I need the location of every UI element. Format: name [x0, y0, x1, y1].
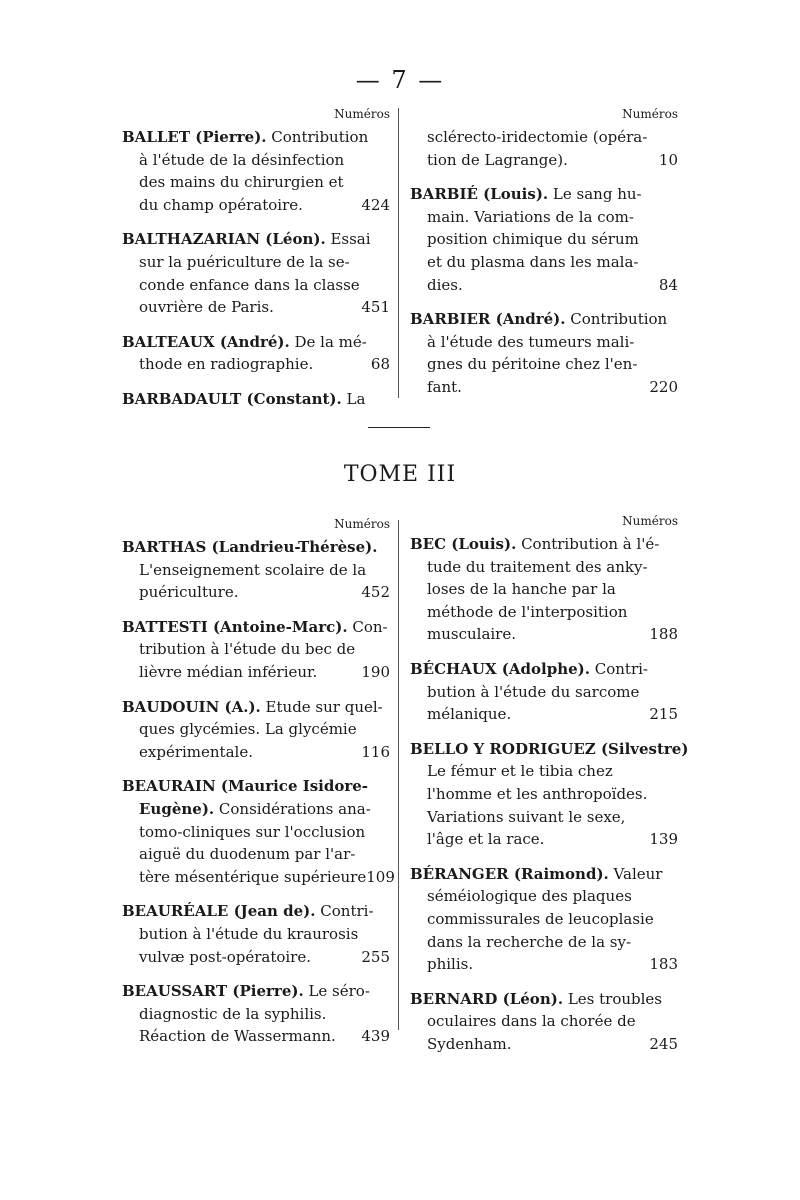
entry-text	[427, 931, 631, 954]
entry-title-text: séméiologique des plaques	[427, 887, 632, 906]
entry-title-text: tomo-cliniques sur l'occlusion	[139, 822, 366, 841]
entry-title-text: sur la puériculture de la se-	[139, 252, 350, 271]
entry-number: 451	[361, 298, 390, 317]
entry-text	[410, 308, 667, 331]
entry-text	[427, 126, 647, 149]
entry-line	[410, 376, 678, 399]
entry-title-text: main. Variations de la com-	[427, 207, 634, 226]
entry-title-text: Le séro-	[303, 982, 370, 1001]
entry-line	[410, 183, 678, 206]
index-entry	[122, 616, 390, 684]
entry-title-text: bution à l'étude du sarcome	[427, 682, 640, 701]
author-name: BELLO Y RODRIGUEZ (Silvestre)	[410, 739, 689, 758]
entry-line	[410, 623, 678, 646]
index-entry	[410, 863, 678, 976]
entry-line	[122, 923, 390, 946]
entry-line	[122, 866, 395, 889]
entry-title-text: Valeur	[608, 864, 663, 883]
entry-line	[410, 578, 678, 601]
entry-text	[139, 194, 303, 217]
entry-title-text: tère mésentérique supérieure	[139, 867, 367, 886]
entry-line	[410, 1033, 678, 1056]
entry-line	[122, 900, 390, 923]
entry-title-text: Sydenham.	[427, 1034, 512, 1053]
entry-title-text: diagnostic de la syphilis.	[139, 1004, 327, 1023]
entry-text	[427, 206, 634, 229]
entry-line	[122, 331, 390, 354]
entry-text	[427, 149, 568, 172]
entry-number: 220	[649, 377, 678, 396]
entry-text	[139, 946, 311, 969]
entry-title-text: Etude sur quel-	[260, 697, 383, 716]
entry-line	[410, 533, 678, 556]
author-name: BÉCHAUX (Adolphe).	[410, 659, 590, 678]
entry-line	[122, 274, 390, 297]
entry-line	[122, 1003, 390, 1026]
entry-title-text: à l'étude de la désinfection	[139, 150, 345, 169]
entry-title-text: Les troubles	[563, 989, 662, 1008]
index-entry	[410, 533, 678, 646]
entry-title-text: L'enseignement scolaire de la	[139, 560, 367, 579]
entry-number: 255	[361, 947, 390, 966]
entry-title-text: fant.	[427, 377, 462, 396]
entry-title-text: philis.	[427, 955, 474, 974]
entry-text	[410, 863, 662, 886]
entry-line	[410, 885, 678, 908]
entry-number: 452	[361, 583, 390, 602]
entry-line	[410, 908, 678, 931]
entry-text	[427, 760, 613, 783]
entry-title-text: Contribution à l'é-	[516, 535, 660, 553]
entry-title-text: Essai	[325, 230, 371, 249]
author-name: BALTEAUX (André).	[122, 332, 290, 351]
column-header: Numéros	[334, 107, 390, 121]
entry-line	[122, 126, 390, 149]
entry-text	[122, 900, 374, 923]
entry-line	[122, 194, 390, 217]
entry-number: 188	[649, 625, 678, 644]
entry-line	[122, 946, 390, 969]
entry-line	[122, 581, 390, 604]
entry-title-text: commissurales de leucoplasie	[427, 909, 654, 928]
entry-title-text: lièvre médian inférieur.	[139, 662, 318, 681]
index-entry	[410, 988, 678, 1056]
entry-line	[410, 274, 678, 297]
entry-line	[410, 681, 678, 704]
entry-line	[122, 353, 390, 376]
entry-title-text: et du plasma dans les mala-	[427, 252, 639, 271]
author-name: BAUDOUIN (A.).	[122, 697, 261, 716]
entry-number: 109	[366, 867, 395, 886]
entry-text	[410, 738, 688, 761]
author-name: BARBIER (André).	[410, 310, 566, 329]
entry-line	[410, 738, 689, 761]
entry-text	[122, 616, 388, 639]
entry-text	[139, 559, 366, 582]
entry-line	[410, 308, 678, 331]
entry-title-text: Con-	[347, 617, 388, 636]
entry-title-text: l'âge et la race.	[427, 830, 545, 849]
entry-text	[139, 638, 355, 661]
entry-text	[122, 228, 371, 251]
entry-text	[410, 183, 642, 206]
entry-line	[410, 126, 678, 149]
entry-line	[410, 601, 678, 624]
entry-text	[427, 953, 473, 976]
entry-title-text: Variations suivant le sexe,	[427, 807, 626, 826]
index-entry	[410, 308, 678, 398]
entry-title-text: vulvæ post-opératoire.	[139, 947, 311, 966]
entry-title-text: dies.	[427, 275, 463, 294]
entry-title-text: expérimentale.	[139, 742, 253, 761]
section-rule	[368, 427, 430, 428]
entry-text	[427, 681, 639, 704]
index-entry	[122, 696, 390, 764]
entry-text	[139, 296, 274, 319]
index-entry	[410, 738, 689, 851]
index-entry	[122, 228, 390, 318]
entry-text	[427, 578, 616, 601]
author-name: BÉRANGER (Raimond).	[410, 864, 609, 883]
entry-line	[410, 806, 678, 829]
author-name: BALLET (Pierre).	[122, 128, 267, 146]
entry-number: 424	[361, 195, 390, 214]
entry-line	[122, 980, 390, 1003]
entry-title-text: thode en radiographie.	[139, 355, 314, 374]
entry-line	[122, 228, 390, 251]
entry-title-text: tribution à l'étude du bec de	[139, 640, 356, 659]
entry-text	[427, 1010, 636, 1033]
entry-line	[410, 931, 678, 954]
entry-line	[410, 953, 678, 976]
entry-text	[139, 171, 344, 194]
entry-title-text: position chimique du sérum	[427, 230, 639, 249]
column-header: Numéros	[334, 517, 390, 531]
author-name: BARBIÉ (Louis).	[410, 185, 549, 204]
entry-line	[410, 251, 678, 274]
entry-text	[139, 149, 344, 172]
entry-line	[122, 1025, 390, 1048]
entry-text	[410, 988, 662, 1011]
author-name: BATTESTI (Antoine-Marc).	[122, 617, 348, 636]
entry-line	[410, 1010, 678, 1033]
entry-line	[410, 331, 678, 354]
author-name: BARBADAULT (Constant).	[122, 389, 342, 408]
entry-text	[139, 274, 360, 297]
entry-text	[139, 1003, 326, 1026]
index-column-bottom-left	[122, 516, 395, 1060]
entry-text	[122, 388, 365, 411]
entry-text	[139, 718, 357, 741]
column-header: Numéros	[622, 514, 678, 528]
entry-line	[122, 638, 390, 661]
entry-title-text: à l'étude des tumeurs mali-	[427, 332, 635, 351]
entry-text	[139, 866, 366, 889]
entry-text	[427, 703, 511, 726]
entry-title-text: Réaction de Wassermann.	[139, 1027, 336, 1046]
entry-line	[122, 251, 390, 274]
entry-title-text: Contri-	[315, 902, 374, 921]
entry-line	[410, 828, 678, 851]
entry-text	[122, 696, 383, 719]
entry-text	[139, 1025, 336, 1048]
entry-title-text: De la mé-	[289, 332, 367, 351]
entry-text	[139, 741, 253, 764]
entry-text	[139, 798, 371, 821]
entry-line	[122, 775, 390, 798]
author-name: BEAURAIN (Maurice Isidore-	[122, 777, 369, 796]
page-number: — 7 —	[355, 66, 445, 94]
entry-line	[122, 661, 390, 684]
index-entry	[122, 126, 390, 216]
entry-text	[427, 623, 516, 646]
entry-text	[427, 556, 648, 579]
entry-text	[427, 601, 627, 624]
entry-title-text: gnes du péritoine chez l'en-	[427, 355, 638, 374]
index-column-bottom-right	[410, 513, 689, 1067]
entry-title-text: dans la recherche de la sy-	[427, 932, 632, 951]
entry-line	[122, 388, 390, 411]
entry-title-text: ouvrière de Paris.	[139, 298, 274, 317]
author-name: BEAUSSART (Pierre).	[122, 982, 304, 1001]
entry-text	[122, 126, 368, 149]
entry-title-text: La	[341, 389, 366, 408]
entry-line	[410, 783, 678, 806]
entry-line	[122, 821, 390, 844]
entry-title-text: sclérecto-iridectomie (opéra-	[427, 128, 648, 146]
entry-title-text: tude du traitement des anky-	[427, 557, 648, 576]
index-entry	[410, 658, 678, 726]
entry-text	[410, 533, 659, 556]
column-divider	[398, 108, 399, 398]
entry-line	[122, 843, 390, 866]
entry-number: 10	[658, 150, 678, 169]
entry-text	[139, 843, 355, 866]
index-entry	[122, 331, 390, 376]
entry-line	[410, 703, 678, 726]
entry-line	[410, 863, 678, 886]
entry-title-text: Contri-	[590, 659, 649, 678]
index-entry	[122, 775, 395, 888]
entry-number: 84	[658, 275, 678, 294]
entry-title-text: Contribution	[565, 310, 668, 329]
author-name: BARTHAS (Landrieu-Thérèse).	[122, 538, 378, 556]
author-name: BERNARD (Léon).	[410, 989, 564, 1008]
entry-line	[122, 536, 390, 559]
entry-text	[427, 885, 632, 908]
entry-title-text: Le fémur et le tibia chez	[427, 762, 613, 781]
index-column-top-left	[122, 106, 390, 423]
entry-title-text: mélanique.	[427, 705, 512, 724]
entry-line	[122, 741, 390, 764]
author-name: Eugène).	[139, 799, 215, 818]
entry-title-text: aiguë du duodenum par l'ar-	[139, 845, 356, 864]
entry-number: 245	[649, 1034, 678, 1053]
index-entry	[122, 536, 390, 604]
entry-number: 139	[649, 830, 678, 849]
index-entry	[410, 183, 678, 296]
entry-line	[122, 296, 390, 319]
entry-line	[122, 559, 390, 582]
column-header: Numéros	[622, 107, 678, 121]
entry-title-text: Le sang hu-	[548, 185, 642, 204]
entry-text	[139, 251, 350, 274]
entry-number: 116	[361, 742, 390, 761]
entry-title-text: puériculture.	[139, 583, 239, 602]
entry-line	[122, 798, 390, 821]
entry-text	[427, 828, 544, 851]
entry-title-text: loses de la hanche par la	[427, 580, 616, 599]
entry-title-text: du champ opératoire.	[139, 195, 303, 214]
entry-text	[427, 251, 638, 274]
entry-number: 68	[370, 355, 390, 374]
entry-text	[139, 923, 358, 946]
entry-title-text: Considérations ana-	[214, 799, 371, 818]
entry-text	[427, 353, 637, 376]
entry-title-text: conde enfance dans la classe	[139, 275, 360, 294]
entry-text	[427, 274, 463, 297]
entry-line	[410, 658, 678, 681]
author-name: BEAURÉALE (Jean de).	[122, 902, 316, 921]
entry-line	[122, 171, 390, 194]
author-name: BALTHAZARIAN (Léon).	[122, 230, 326, 249]
entry-text	[427, 783, 647, 806]
entry-text	[139, 661, 317, 684]
entry-line	[122, 149, 390, 172]
entry-line	[122, 696, 390, 719]
entry-text	[427, 331, 634, 354]
entry-line	[410, 353, 678, 376]
tome-title: TOME III	[343, 462, 457, 487]
entry-line	[122, 718, 390, 741]
entry-text	[410, 658, 648, 681]
entry-text	[122, 536, 377, 559]
entry-title-text: des mains du chirurgien et	[139, 173, 344, 192]
entry-line	[410, 206, 678, 229]
entry-title-text: bution à l'étude du kraurosis	[139, 924, 359, 943]
entry-text	[122, 331, 367, 354]
entry-text	[139, 353, 313, 376]
entry-number: 439	[361, 1027, 390, 1046]
entry-text	[427, 228, 639, 251]
entry-text	[122, 980, 370, 1003]
entry-text	[427, 1033, 512, 1056]
entry-line	[410, 149, 678, 172]
entry-number: 183	[649, 955, 678, 974]
entry-text	[427, 376, 462, 399]
entry-line	[122, 616, 390, 639]
entry-title-text: oculaires dans la chorée de	[427, 1012, 636, 1031]
entry-line	[410, 556, 678, 579]
index-entry	[122, 388, 390, 411]
entry-text	[139, 821, 365, 844]
index-column-top-right	[410, 106, 678, 411]
entry-title-text: Contribution	[266, 128, 369, 146]
entry-line	[410, 228, 678, 251]
entry-text	[427, 806, 625, 829]
entry-number: 190	[361, 662, 390, 681]
index-entry	[410, 126, 678, 171]
entry-text	[139, 581, 238, 604]
entry-text	[122, 775, 368, 798]
entry-line	[410, 988, 678, 1011]
entry-line	[410, 760, 678, 783]
entry-text	[427, 908, 654, 931]
index-entry	[122, 980, 390, 1048]
entry-title-text: tion de Lagrange).	[427, 150, 568, 169]
column-divider	[398, 520, 399, 1030]
entry-number: 215	[649, 705, 678, 724]
entry-title-text: l'homme et les anthropoïdes.	[427, 784, 648, 803]
entry-title-text: musculaire.	[427, 625, 516, 644]
index-entry	[122, 900, 390, 968]
entry-title-text: méthode de l'interposition	[427, 602, 628, 621]
entry-title-text: ques glycémies. La glycémie	[139, 720, 357, 739]
author-name: BEC (Louis).	[410, 535, 517, 553]
